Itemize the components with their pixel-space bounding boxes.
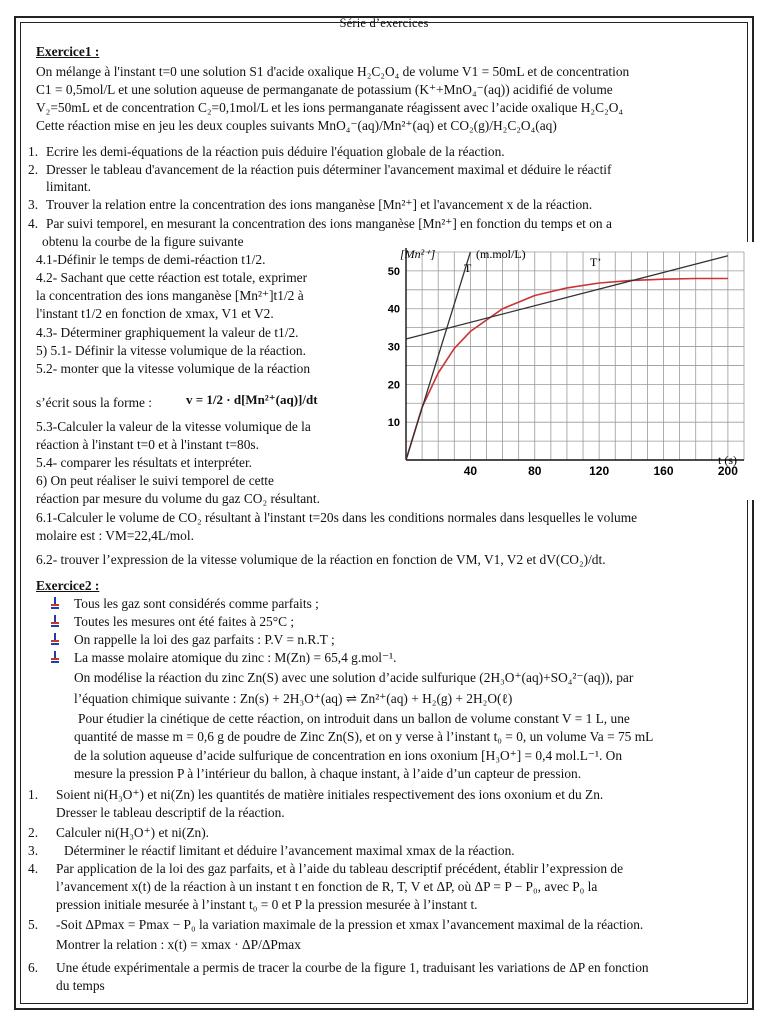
ex2-paragraph: Pour étudier la cinétique de cette réaction, on introduit dans un ballon de volume constant V = 1 L, une [78, 711, 630, 726]
ex2-q3: Déterminer le réactif limitant et déduire l’avancement maximal xmax de la réaction. [64, 843, 515, 858]
x-tick-label: 40 [463, 464, 478, 478]
x-tick-label: 160 [653, 464, 674, 478]
tangent-label-t: T [464, 261, 472, 275]
ex2-q2: Calculer ni(H₃O⁺) et ni(Zn). [56, 825, 210, 840]
ex1-intro-line: On mélange à l'instant t=0 une solution S1 d'acide oxalique H₂C₂O₄ de volume V1 = 50mL et de concentration [36, 64, 630, 79]
x-tick-label: 120 [589, 464, 610, 478]
ex2-bullet: Tous les gaz sont considérés comme parfaits ; [74, 596, 319, 611]
pin-bullet-icon [50, 651, 60, 664]
ex2-q6-cont: du temps [56, 978, 105, 993]
y-tick-label: 30 [387, 341, 400, 354]
ex2-q5-cont: Montrer la relation : x(t) = xmax · ΔP/ΔPmax [56, 937, 301, 952]
page-title: Série d’exercices [339, 16, 429, 30]
x-tick-label: 80 [528, 464, 542, 478]
ex1-q41: 4.1-Définir le temps de demi-réaction t1/2. [36, 252, 266, 267]
x-axis-label: t (s) [718, 453, 737, 467]
ex1-q2: Dresser le tableau d'avancement de la réaction puis déterminer l'avancement maximal et déduire le réactif [46, 162, 612, 177]
ex2-paragraph: On modélise la réaction du zinc Zn(S) avec une solution d’acide sulfurique (2H₃O⁺(aq)+SO₄²⁻(aq)), par [74, 670, 634, 685]
ex2-bullet: On rappelle la loi des gaz parfaits : P.V = n.R.T ; [74, 632, 335, 647]
rate-formula: v = 1/2 · d[Mn²⁺(aq)]/dt [186, 392, 318, 407]
ex1-q4: Par suivi temporel, en mesurant la concentration des ions manganèse [Mn²⁺] en fonction du temps et on a [46, 216, 612, 231]
question-number: 1. [28, 787, 39, 802]
y-axis-label: [Mn²⁺] [400, 247, 436, 261]
ex2-heading: Exercice2 : [36, 578, 100, 593]
question-number: 3. [28, 197, 39, 212]
ex1-q42-cont: l'instant t1/2 en fonction de xmax, V1 et V2. [36, 306, 274, 321]
ex1-q2-cont: limitant. [46, 179, 92, 194]
question-number: 2. [28, 162, 39, 177]
x-tick-label: 200 [717, 464, 738, 478]
y-tick-label: 20 [387, 379, 400, 392]
ex1-q4-cont: obtenu la courbe de la figure suivante [42, 234, 244, 249]
ex2-paragraph: quantité de masse m = 0,6 g de poudre de Zinc Zn(S), et on y verse à l’instant t₀ = 0, un volume Va = 75 mL [74, 729, 654, 744]
ex2-q4-cont: pression initiale mesurée à l’instant t₀ = 0 et P la pression mesurée à l’instant t. [56, 897, 478, 912]
ex2-paragraph: l’équation chimique suivante : Zn(s) + 2H₃O⁺(aq) ⇌ Zn²⁺(aq) + H₂(g) + 2H₂O(ℓ) [74, 691, 513, 706]
y-axis-unit: (m.mol/L) [476, 247, 526, 261]
question-number: 4. [28, 861, 39, 876]
ex1-q54: 5.4- comparer les résultats et interpréter. [36, 455, 253, 470]
ex2-q1-cont: Dresser le tableau descriptif de la réaction. [56, 805, 285, 820]
tangent-label-t-prime: T’ [590, 255, 602, 269]
ex1-q52: 5.2- monter que la vitesse volumique de la réaction [36, 361, 311, 376]
y-tick-label: 10 [387, 417, 400, 430]
ex2-paragraph: de la solution aqueuse d’acide sulfurique de concentration en ions oxonium [H₃O⁺] = 0,4 mol.L⁻¹. On [74, 748, 623, 763]
question-number: 6. [28, 960, 39, 975]
pin-bullet-icon [50, 633, 60, 646]
ex1-intro-line: Cette réaction mise en jeu les deux couples suivants MnO₄⁻(aq)/Mn²⁺(aq) et CO₂(g)/H₂C₂O₄(aq) [36, 118, 557, 133]
mn-concentration-chart [378, 242, 760, 500]
question-number: 3. [28, 843, 39, 858]
pin-bullet-icon [50, 615, 60, 628]
ex2-bullet: La masse molaire atomique du zinc : M(Zn) = 65,4 g.mol⁻¹. [74, 650, 397, 665]
question-number: 2. [28, 825, 39, 840]
ex1-q53: 5.3-Calculer la valeur de la vitesse volumique de la [36, 419, 311, 434]
ex2-bullet: Toutes les mesures ont été faites à 25°C ; [74, 614, 295, 629]
question-number: 4. [28, 216, 39, 231]
ex2-q4: Par application de la loi des gaz parfaits, et à l’aide du tableau descriptif précédent, établir l’expression de [56, 861, 624, 876]
ex1-q43: 4.3- Déterminer graphiquement la valeur de t1/2. [36, 325, 299, 340]
ex1-intro-line: V₂=50mL et de concentration C₂=0,1mol/L et les ions permanganate réagissent avec l’acide oxalique H₂C₂O₄ [36, 100, 624, 115]
ex2-q5: -Soit ΔPmax = Pmax − P₀ la variation maximale de la pression et xmax l’avancement maximal de la réaction. [56, 917, 644, 932]
ex1-heading: Exercice1 : [36, 44, 100, 59]
ex2-q1: Soient ni(H₃O⁺) et ni(Zn) les quantités de matière initiales respectivement des ions oxonium et du Zn. [56, 787, 604, 802]
ex1-q3: Trouver la relation entre la concentration des ions manganèse [Mn²⁺] et l'avancement x de la réaction. [46, 197, 593, 212]
ex1-q51: 5) 5.1- Définir la vitesse volumique de la réaction. [36, 343, 306, 358]
ex1-q1: Ecrire les demi-équations de la réaction puis déduire l'équation globale de la réaction. [46, 144, 505, 159]
question-number: 1. [28, 144, 39, 159]
ex1-q42-cont: la concentration des ions manganèse [Mn²⁺]t1/2 à [36, 288, 304, 303]
ex1-q6: 6) On peut réaliser le suivi temporel de cette [36, 473, 274, 488]
y-tick-label: 40 [387, 303, 400, 316]
ex1-q61-cont: molaire est : VM=22,4L/mol. [36, 528, 194, 543]
question-number: 5. [28, 917, 39, 932]
ex1-q61: 6.1-Calculer le volume de CO₂ résultant à l'instant t=20s dans les conditions normales dans lesquelles le volume [36, 510, 638, 525]
ex2-q4-cont: l’avancement x(t) de la réaction à un instant t en fonction de R, T, V et ΔP, où ΔP = P − P₀, avec P₀ la [56, 879, 598, 894]
ex1-q52-cont: s’écrit sous la forme : [36, 395, 153, 410]
ex1-q6-cont: réaction par mesure du volume du gaz CO₂ résultant. [36, 491, 320, 506]
ex1-q62: 6.2- trouver l’expression de la vitesse volumique de la réaction en fonction de VM, V1, V2 et dV(CO₂)/dt. [36, 552, 606, 567]
ex1-q53-cont: réaction à l'instant t=0 et à l'instant t=80s. [36, 437, 259, 452]
y-tick-label: 50 [387, 265, 400, 278]
ex2-paragraph: mesure la pression P à l’intérieur du ballon, à chaque instant, à l’aide d’un capteur de pression. [74, 766, 582, 781]
pin-bullet-icon [50, 597, 60, 610]
ex2-q6: Une étude expérimentale a permis de tracer la courbe de la figure 1, traduisant les variations de ΔP en fonction [56, 960, 649, 975]
ex1-q42: 4.2- Sachant que cette réaction est totale, exprimer [36, 270, 308, 285]
ex1-intro-line: C1 = 0,5mol/L et une solution aqueuse de permanganate de potassium (K⁺+MnO₄⁻(aq)) acidifié de volume [36, 82, 613, 97]
